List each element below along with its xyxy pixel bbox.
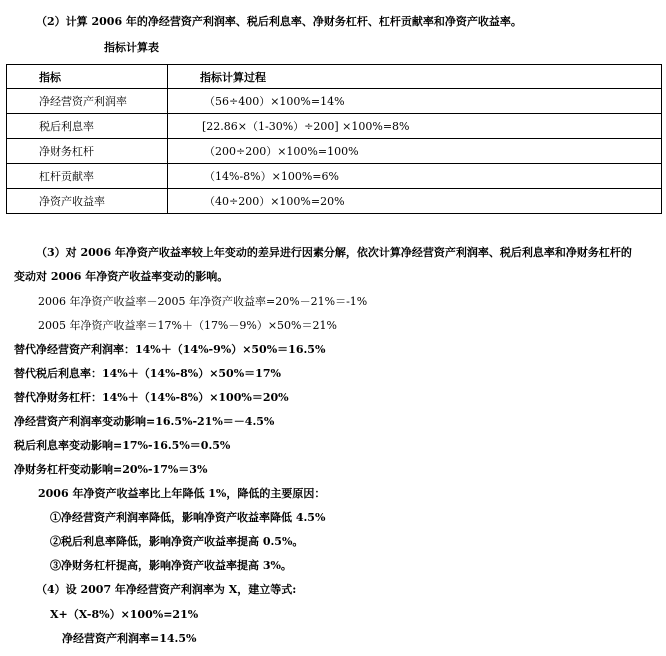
table-cell-indicator: 税后利息率 [7, 114, 168, 139]
result-line: 净经营资产利润率=14.5% [62, 632, 197, 645]
reason-item: ③净财务杠杆提高，影响净资产收益率提高 3%。 [50, 559, 292, 572]
conclusion-line: 2006 年净资产收益率比上年降低 1%，降低的主要原因： [38, 487, 326, 500]
table-cell-process: （14%-8%）×100%=6% [168, 164, 662, 189]
calc-line: 净财务杠杆变动影响=20%-17%＝3% [14, 463, 208, 476]
table-cell-indicator: 净财务杠杆 [7, 139, 168, 164]
calc-line: 净经营资产利润率变动影响=16.5%-21%＝－4.5% [14, 415, 275, 428]
table-row [7, 89, 662, 114]
section-2-heading: （2）计算 2006 年的净经营资产利润率、税后利息率、净财务杠杆、杠杆贡献率和净资产收益率。 [36, 15, 522, 28]
table-cell-process: （40÷200）×100%=20% [168, 189, 662, 214]
calc-line: 2006 年净资产收益率－2005 年净资产收益率=20%－21%＝-1% [38, 295, 368, 308]
table-row [7, 164, 662, 189]
calc-line: 税后利息率变动影响=17%-16.5%＝0.5% [14, 439, 231, 452]
reason-item: ②税后利息率降低，影响净资产收益率提高 0.5%。 [50, 535, 304, 548]
table-header-indicator: 指标 [7, 65, 168, 89]
calc-line: 2005 年净资产收益率＝17%＋（17%－9%）×50%＝21% [38, 319, 337, 332]
section-4-heading: （4）设 2007 年净经营资产利润率为 X，建立等式: [36, 583, 297, 596]
table-header-row [7, 65, 662, 89]
table-row [7, 139, 662, 164]
table-title: 指标计算表 [104, 41, 159, 54]
table-cell-process: [22.86×（1-30%）÷200] ×100%=8% [168, 114, 662, 139]
calc-line: 替代净财务杠杆：14%＋（14%-8%）×100%＝20% [14, 391, 289, 404]
indicator-table [6, 64, 662, 214]
section-3-heading-line-2: 变动对 2006 年净资产收益率变动的影响。 [14, 270, 229, 283]
table-cell-process: （200÷200）×100%=100% [168, 139, 662, 164]
calc-line: 替代净经营资产利润率：14%＋（14%-9%）×50%＝16.5% [14, 343, 326, 356]
section-3-heading-line-1: （3）对 2006 年净资产收益率较上年变动的差异进行因素分解，依次计算净经营资产利润率、税后利息率和净财务杠杆的 [36, 246, 632, 259]
table-row [7, 189, 662, 214]
equation-line: X+（X-8%）×100%=21% [50, 608, 199, 621]
table-header-process: 指标计算过程 [168, 65, 662, 89]
reason-item: ①净经营资产利润率降低，影响净资产收益率降低 4.5% [50, 511, 326, 524]
table-cell-indicator: 杠杆贡献率 [7, 164, 168, 189]
calc-line: 替代税后利息率：14%＋（14%-8%）×50%＝17% [14, 367, 281, 380]
table-cell-process: （56÷400）×100%=14% [168, 89, 662, 114]
table-cell-indicator: 净资产收益率 [7, 189, 168, 214]
table-cell-indicator: 净经营资产利润率 [7, 89, 168, 114]
table-row [7, 114, 662, 139]
